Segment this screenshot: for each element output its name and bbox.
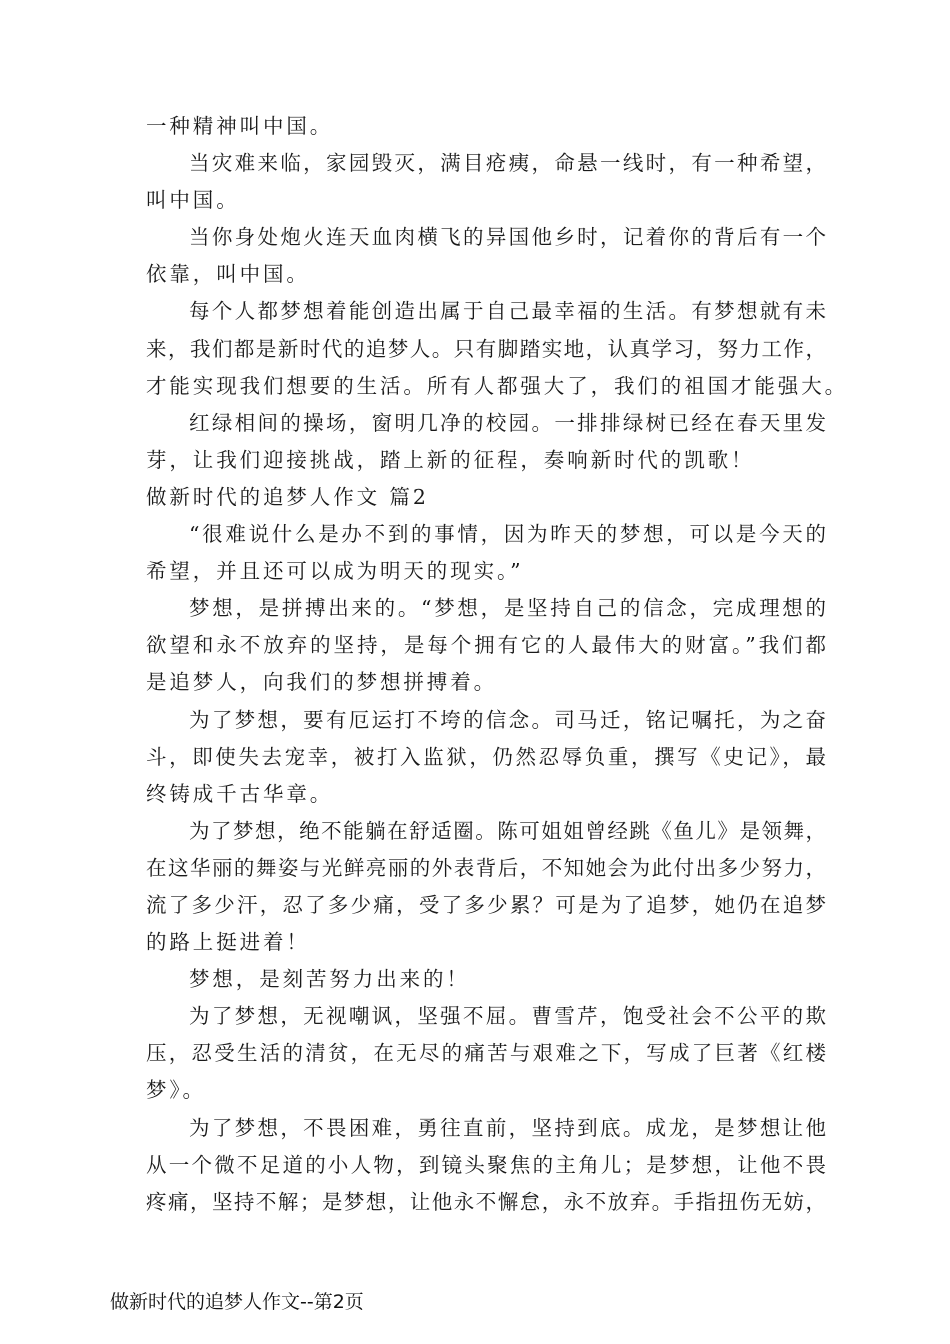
text-line: 依靠，叫中国。 <box>146 262 310 287</box>
text-line: 每个人都梦想着能创造出属于自己最幸福的生活。有梦想就有未 <box>189 299 826 324</box>
text-line: 来，我们都是新时代的追梦人。只有脚踏实地，认真学习，努力工作， <box>146 336 826 361</box>
text-line: 流了多少汗，忍了多少痛，受了多少累？可是为了追梦，她仍在追梦 <box>146 892 826 917</box>
document-body <box>146 108 848 1221</box>
text-line: 希望，并且还可以成为明天的现实。” <box>146 559 524 584</box>
text-line: 为了梦想，不畏困难，勇往直前，坚持到底。成龙，是梦想让他 <box>189 1115 826 1140</box>
page-footer: 做新时代的追梦人作文--第2页 <box>110 1291 364 1313</box>
text-line: 梦想，是拼搏出来的。“梦想，是坚持自己的信念，完成理想的 <box>189 596 826 621</box>
text-line: 为了梦想，绝不能躺在舒适圈。陈可姐姐曾经跳《鱼儿》是领舞， <box>189 818 826 843</box>
text-line: 为了梦想，要有厄运打不垮的信念。司马迁，铭记嘱托，为之奋 <box>189 707 826 732</box>
text-line: “很难说什么是办不到的事情，因为昨天的梦想，可以是今天的 <box>189 522 826 547</box>
text-line: 在这华丽的舞姿与光鲜亮丽的外表背后，不知她会为此付出多少努力， <box>146 855 826 880</box>
text-line: 终铸成千古华章。 <box>146 781 334 806</box>
text-line: 才能实现我们想要的生活。所有人都强大了，我们的祖国才能强大。 <box>146 373 848 398</box>
text-line: 欲望和永不放弃的坚持，是每个拥有它的人最伟大的财富。”我们都 <box>146 633 826 658</box>
text-line: 的路上挺进着！ <box>146 930 310 955</box>
text-line: 做新时代的追梦人作文 篇2 <box>146 484 429 509</box>
text-line: 梦想，是刻苦努力出来的！ <box>189 967 470 992</box>
text-line: 梦》。 <box>146 1078 206 1103</box>
text-line: 芽，让我们迎接挑战，踏上新的征程，奏响新时代的凯歌！ <box>146 447 755 472</box>
text-line: 疼痛，坚持不解；是梦想，让他永不懈怠，永不放弃。手指扭伤无妨， <box>146 1189 826 1214</box>
text-line: 叫中国。 <box>146 188 240 213</box>
text-line: 当你身处炮火连天血肉横飞的异国他乡时，记着你的背后有一个 <box>189 225 826 250</box>
text-line: 是追梦人，向我们的梦想拼搏着。 <box>146 670 497 695</box>
text-line: 压，忍受生活的清贫，在无尽的痛苦与艰难之下，写成了巨著《红楼 <box>146 1041 826 1066</box>
text-line: 为了梦想，无视嘲讽，坚强不屈。曹雪芹，饱受社会不公平的欺 <box>189 1004 826 1029</box>
text-line: 一种精神叫中国。 <box>146 114 334 138</box>
text-line: 当灾难来临，家园毁灭，满目疮痍，命悬一线时，有一种希望， <box>189 151 826 176</box>
text-line: 斗，即使失去宠幸，被打入监狱，仍然忍辱负重，撰写《史记》，最 <box>146 744 826 769</box>
text-line: 红绿相间的操场，窗明几净的校园。一排排绿树已经在春天里发 <box>189 410 826 435</box>
text-line: 从一个微不足道的小人物，到镜头聚焦的主角儿；是梦想，让他不畏 <box>146 1152 826 1177</box>
